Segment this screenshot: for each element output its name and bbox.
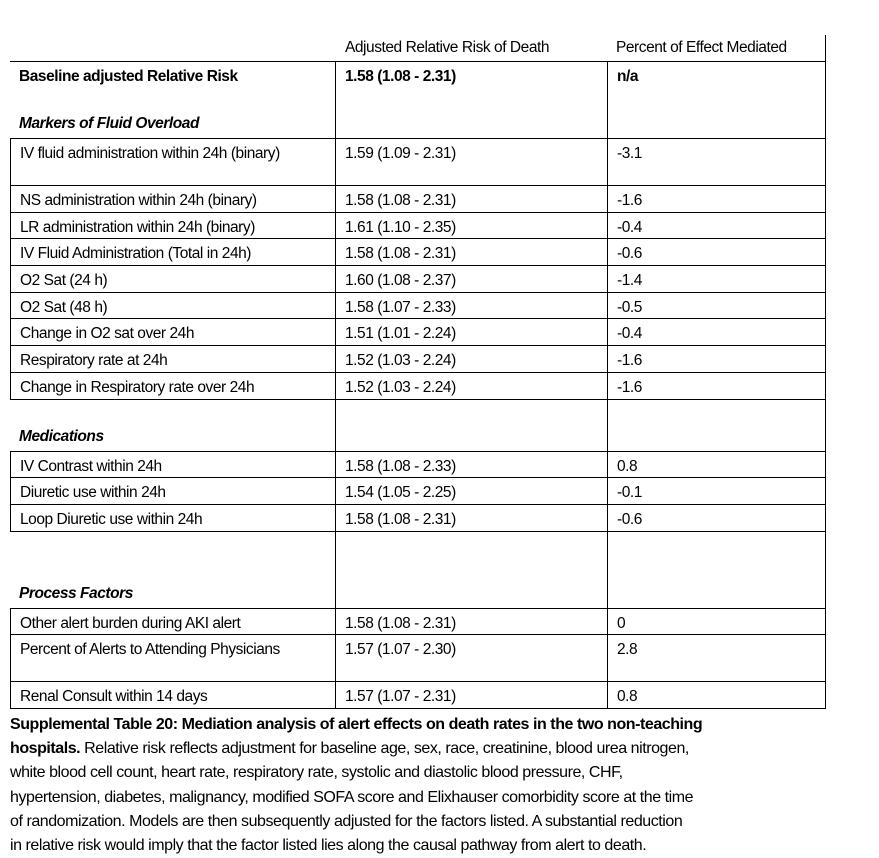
row-relative-risk: 1.57 (1.07 - 2.30): [335, 635, 607, 682]
caption-text: Relative risk reflects adjustment for baseline age, sex, race, creatinine, blood urea nitrogen,: [80, 740, 689, 758]
table-row: [10, 186, 826, 213]
baseline-row: [10, 62, 826, 139]
empty-cell: [335, 400, 607, 452]
row-percent-mediated: -1.4: [607, 266, 826, 293]
empty-cell: [607, 532, 826, 609]
row-percent-mediated: 0: [607, 609, 826, 636]
table-row: [10, 682, 826, 709]
caption-line: [10, 737, 830, 761]
row-percent-mediated: -3.1: [607, 139, 826, 186]
row-relative-risk: 1.59 (1.09 - 2.31): [335, 139, 607, 186]
baseline-pct: n/a: [607, 62, 826, 139]
row-percent-mediated: -0.1: [607, 478, 826, 505]
caption-line: hypertension, diabetes, malignancy, modified SOFA score and Elixhauser comorbidity score at the time: [10, 788, 694, 806]
empty-cell: [335, 532, 607, 609]
table-row: [10, 452, 826, 479]
table-row: [10, 609, 826, 636]
caption-title-line: Supplemental Table 20: Mediation analysis of alert effects on death rates in the two non-teaching: [10, 716, 703, 733]
row-label: Percent of Alerts to Attending Physicians: [10, 635, 335, 682]
mediation-table: [10, 35, 826, 709]
table-row: [10, 139, 826, 186]
row-relative-risk: 1.58 (1.08 - 2.31): [335, 186, 607, 213]
row-label: Renal Consult within 14 days: [10, 682, 335, 709]
table-row: [10, 346, 826, 373]
row-label: Change in Respiratory rate over 24h: [10, 373, 335, 400]
row-label: IV Contrast within 24h: [10, 452, 335, 479]
row-percent-mediated: -1.6: [607, 186, 826, 213]
row-relative-risk: 1.54 (1.05 - 2.25): [335, 478, 607, 505]
header-percent-mediated: Percent of Effect Mediated: [607, 35, 826, 62]
row-percent-mediated: 2.8: [607, 635, 826, 682]
row-percent-mediated: 0.8: [607, 682, 826, 709]
baseline-label-cell: [10, 62, 335, 139]
row-label: NS administration within 24h (binary): [10, 186, 335, 213]
table-row: [10, 239, 826, 266]
row-label: IV Fluid Administration (Total in 24h): [10, 239, 335, 266]
table-row: [10, 293, 826, 320]
row-label: Change in O2 sat over 24h: [10, 319, 335, 346]
row-relative-risk: 1.58 (1.07 - 2.33): [335, 293, 607, 320]
header-row: [10, 35, 826, 62]
row-percent-mediated: -1.6: [607, 346, 826, 373]
caption-line: white blood cell count, heart rate, respiratory rate, systolic and diastolic blood pressure, CHF,: [10, 764, 623, 782]
row-label: O2 Sat (48 h): [10, 293, 335, 320]
row-relative-risk: 1.58 (1.08 - 2.31): [335, 239, 607, 266]
row-relative-risk: 1.52 (1.03 - 2.24): [335, 373, 607, 400]
row-relative-risk: 1.52 (1.03 - 2.24): [335, 346, 607, 373]
empty-cell: [607, 400, 826, 452]
row-label: LR administration within 24h (binary): [10, 213, 335, 240]
table-row: [10, 505, 826, 532]
row-relative-risk: 1.51 (1.01 - 2.24): [335, 319, 607, 346]
row-percent-mediated: -0.6: [607, 239, 826, 266]
section-title: Process Factors: [19, 584, 133, 602]
row-percent-mediated: 0.8: [607, 452, 826, 479]
header-blank: [10, 35, 335, 62]
row-percent-mediated: -0.4: [607, 319, 826, 346]
row-relative-risk: 1.58 (1.08 - 2.31): [335, 609, 607, 636]
table-row: [10, 478, 826, 505]
row-label: Other alert burden during AKI alert: [10, 609, 335, 636]
baseline-rr: 1.58 (1.08 - 2.31): [335, 62, 607, 139]
row-label: Respiratory rate at 24h: [10, 346, 335, 373]
row-relative-risk: 1.60 (1.08 - 2.37): [335, 266, 607, 293]
row-percent-mediated: -0.4: [607, 213, 826, 240]
caption-line: in relative risk would imply that the factor listed lies along the causal pathway from alert to death.: [10, 837, 647, 855]
row-relative-risk: 1.61 (1.10 - 2.35): [335, 213, 607, 240]
table-row: [10, 373, 826, 400]
table-row: [10, 266, 826, 293]
row-percent-mediated: -1.6: [607, 373, 826, 400]
row-percent-mediated: -0.5: [607, 293, 826, 320]
table-row: [10, 319, 826, 346]
section-title-cell: [10, 400, 335, 452]
baseline-label: Baseline adjusted Relative Risk: [19, 68, 238, 85]
section-title-cell: [10, 532, 335, 609]
row-label: Diuretic use within 24h: [10, 478, 335, 505]
section-header-row: [10, 400, 826, 452]
section-header-row: [10, 532, 826, 609]
row-label: Loop Diuretic use within 24h: [10, 505, 335, 532]
row-percent-mediated: -0.6: [607, 505, 826, 532]
table-row: [10, 213, 826, 240]
caption-line: of randomization. Models are then subsequently adjusted for the factors listed. A substantial reduction: [10, 812, 683, 830]
section-title: Markers of Fluid Overload: [19, 115, 199, 132]
header-relative-risk: Adjusted Relative Risk of Death: [335, 35, 607, 62]
caption-title-end: hospitals.: [10, 740, 81, 758]
row-relative-risk: 1.58 (1.08 - 2.31): [335, 505, 607, 532]
section-title: Medications: [19, 427, 104, 445]
row-label: IV fluid administration within 24h (binary): [10, 139, 335, 186]
table-caption: [10, 713, 830, 858]
row-relative-risk: 1.58 (1.08 - 2.33): [335, 452, 607, 479]
row-label: O2 Sat (24 h): [10, 266, 335, 293]
row-relative-risk: 1.57 (1.07 - 2.31): [335, 682, 607, 709]
table-row: [10, 635, 826, 682]
